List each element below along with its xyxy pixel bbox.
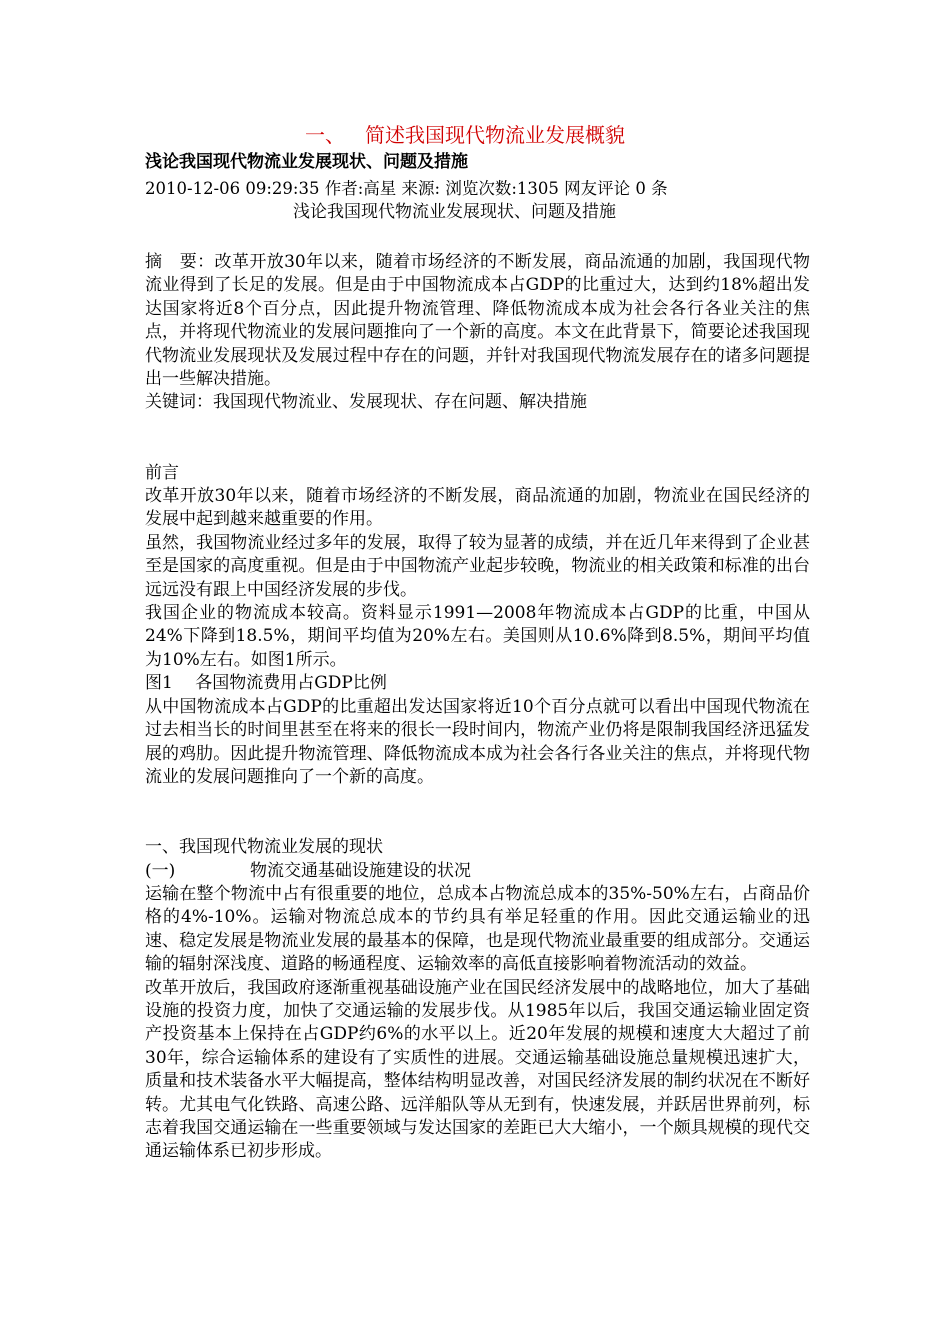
subsection-number: (一) — [145, 860, 176, 881]
article-meta: 2010-12-06 09:29:35 作者:高星 来源: 浏览次数:1305 网友评论 0 条 — [145, 179, 668, 198]
preface-heading: 前言 — [145, 462, 179, 483]
preface-paragraph-1: 改革开放30年以来，随着市场经济的不断发展，商品流通的加剧，物流业在国民经济的发展中起到越来越重要的作用。 — [145, 486, 810, 530]
article-body — [145, 251, 810, 1164]
subsection-title: 物流交通基础设施建设的状况 — [250, 860, 471, 881]
preface-paragraph-4: 从中国物流成本占GDP的比重超出发达国家将近10个百分点就可以看出中国现代物流在过去相当长的时间里甚至在将来的很长一段时间内，物流产业仍将是限制我国经济迅猛发展的鸡肋。因此提升物流管理、降低物流成本成为社会各行各业关注的焦点，并将现代物流业的发展问题推向了一个新的高度。 — [145, 696, 810, 787]
abstract-paragraph: 摘 要：改革开放30年以来，随着市场经济的不断发展，商品流通的加剧，我国现代物流业得到了长足的发展。但是由于中国物流成本占GDP的比重过大，达到约18%超出发达国家将近8个百分点，因此提升物流管理、降低物流成本成为社会各行各业关注的焦点，并将现代物流业的发展问题推向了一个新的高度。本文在此背景下，简要论述我国现代物流业发展现状及发展过程中存在的问题，并针对我国现代物流发展存在的诸多问题提出一些解决措施。 — [145, 252, 810, 390]
subsection-heading — [145, 860, 810, 883]
section-1-paragraph-1: 运输在整个物流中占有很重要的地位，总成本占物流总成本的35%-50%左右，占商品价格的4%-10%。运输对物流总成本的节约具有举足轻重的作用。因此交通运输业的迅速、稳定发展是物流业发展的最基本的保障，也是现代物流业最重要的组成部分。交通运输的辐射深浅度、道路的畅通程度、运输效率的高低直接影响着物流活动的效益。 — [145, 883, 810, 975]
article-subtitle: 浅论我国现代物流业发展现状、问题及措施 — [293, 202, 616, 222]
keywords-line: 关键词：我国现代物流业、发展现状、存在问题、解决措施 — [145, 392, 587, 413]
preface-paragraph-2: 虽然，我国物流业经过多年的发展，取得了较为显著的成绩，并在近几年来得到了企业甚至是国家的高度重视。但是由于中国物流产业起步较晚，物流业的相关政策和标准的出台远远没有跟上中国经济发展的步伐。 — [145, 532, 810, 600]
section-1-paragraph-2: 改革开放后，我国政府逐渐重视基础设施产业在国民经济发展中的战略地位，加大了基础设施的投资力度，加快了交通运输的发展步伐。从1985年以后，我国交通运输业固定资产投资基本上保持在占GDP约6%的水平以上。近20年发展的规模和速度大大超过了前30年，综合运输体系的建设有了实质性的进展。交通运输基础设施总量规模迅速扩大，质量和技术装备水平大幅提高，整体结构明显改善，对国民经济发展的制约状况在不断好转。尤其电气化铁路、高速公路、远洋船队等从无到有，快速发展，并跃居世界前列，标志着我国交通运输在一些重要领域与发达国家的差距已大大缩小，一个颇具规模的现代交通运输体系已初步形成。 — [145, 977, 810, 1162]
section-heading-number: 一、 — [305, 123, 345, 147]
section-heading-text: 简述我国现代物流业发展概貌 — [365, 123, 625, 147]
article-title: 浅论我国现代物流业发展现状、问题及措施 — [145, 152, 468, 172]
section-heading — [305, 124, 625, 147]
section-1-heading: 一、我国现代物流业发展的现状 — [145, 837, 383, 858]
preface-paragraph-3: 我国企业的物流成本较高。资料显示1991—2008年物流成本占GDP的比重，中国从24%下降到18.5%，期间平均值为20%左右。美国则从10.6%降到8.5%，期间平均值为10%左右。如图1所示。 — [145, 603, 810, 670]
figure-caption: 图1 各国物流费用占GDP比例 — [145, 673, 387, 694]
